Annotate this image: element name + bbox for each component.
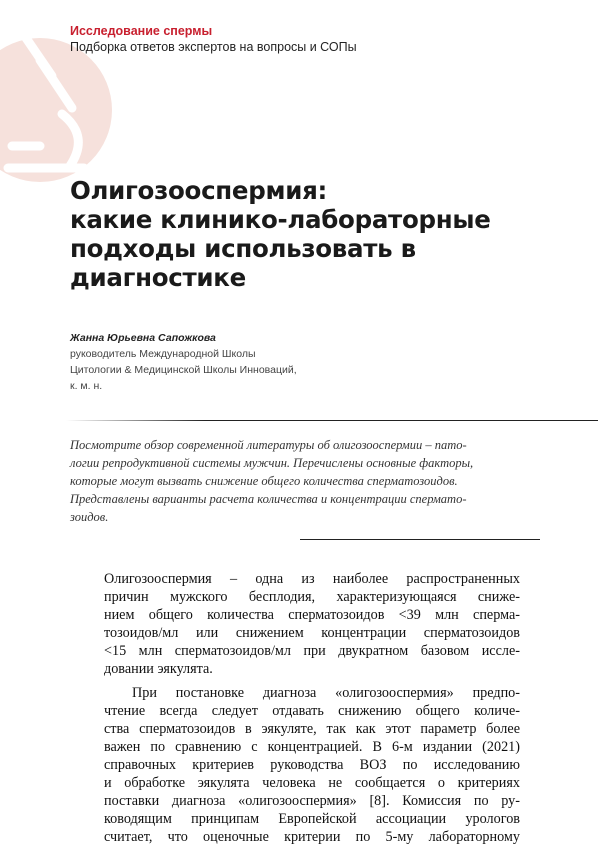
body-line: тозоидов/мл или снижением концентрации сперматозоидов	[104, 625, 520, 641]
body-line: причин мужского бесплодия, характеризующаяся сниже-	[104, 589, 520, 605]
title-line: Олигозооспермия:	[70, 176, 327, 205]
title-line: какие клинико-лабораторные	[70, 205, 491, 234]
series-title: Исследование спермы	[70, 24, 213, 38]
body-line: нием общего количества сперматозоидов <39 млн сперма-	[104, 607, 520, 623]
series-subtitle: Подборка ответов экспертов на вопросы и СОПы	[70, 40, 357, 54]
body-line: <15 млн сперматозоидов/мл при двукратном базовом иссле-	[104, 643, 520, 659]
abstract-bottom-divider	[300, 539, 540, 540]
abstract-line: которые могут вызвать снижение общего количества сперматозоидов.	[70, 474, 458, 488]
body-line: считает, что оценочные критерии по 5-му лабораторному	[104, 829, 520, 845]
body-line: довании эякулята.	[104, 661, 213, 677]
abstract-line: Представлены варианты расчета количества и концентрации спермато-	[70, 492, 467, 506]
abstract	[70, 436, 544, 526]
author-name: Жанна Юрьевна Сапожкова	[70, 332, 216, 344]
paragraph	[104, 570, 520, 678]
abstract-top-divider	[66, 420, 298, 421]
author-role-line: Цитологии & Медицинской Школы Инноваций,	[70, 364, 297, 376]
paragraph	[104, 684, 520, 846]
body-line: Олигозооспермия – одна из наиболее распространенных	[104, 571, 520, 587]
author-role-line: к. м. н.	[70, 380, 103, 392]
author-role-line: руководитель Международной Школы	[70, 348, 256, 360]
article-title	[70, 176, 510, 292]
body-line: ства сперматозоидов в эякуляте, так как этот параметр более	[104, 721, 520, 737]
article-body	[104, 570, 520, 852]
body-line: чтение всегда следует отдавать снижению общего количе-	[104, 703, 520, 719]
series-header	[70, 23, 570, 55]
body-line: и обработке эякулята человека не сообщается о критериях	[104, 775, 520, 791]
body-line: справочных критериев руководства ВОЗ по исследованию	[104, 757, 520, 773]
title-line: подходы использовать в	[70, 234, 416, 263]
body-line: ководящим принципам Европейской ассоциации урологов	[104, 811, 520, 827]
body-line: поставки диагноза «олигозооспермия» [8]. Комиссия по ру-	[104, 793, 520, 809]
abstract-line: логии репродуктивной системы мужчин. Перечислены основные факторы,	[70, 456, 474, 470]
body-line: При постановке диагноза «олигозооспермия» предпо-	[132, 685, 520, 701]
abstract-line: Посмотрите обзор современной литературы об олигозооспермии – пато-	[70, 438, 467, 452]
author-block	[70, 330, 390, 394]
body-line: важен по сравнению с концентрацией. В 6-м издании (2021)	[104, 739, 520, 755]
author-role	[70, 346, 390, 394]
abstract-line: зоидов.	[70, 510, 109, 524]
title-line: диагностике	[70, 263, 246, 292]
